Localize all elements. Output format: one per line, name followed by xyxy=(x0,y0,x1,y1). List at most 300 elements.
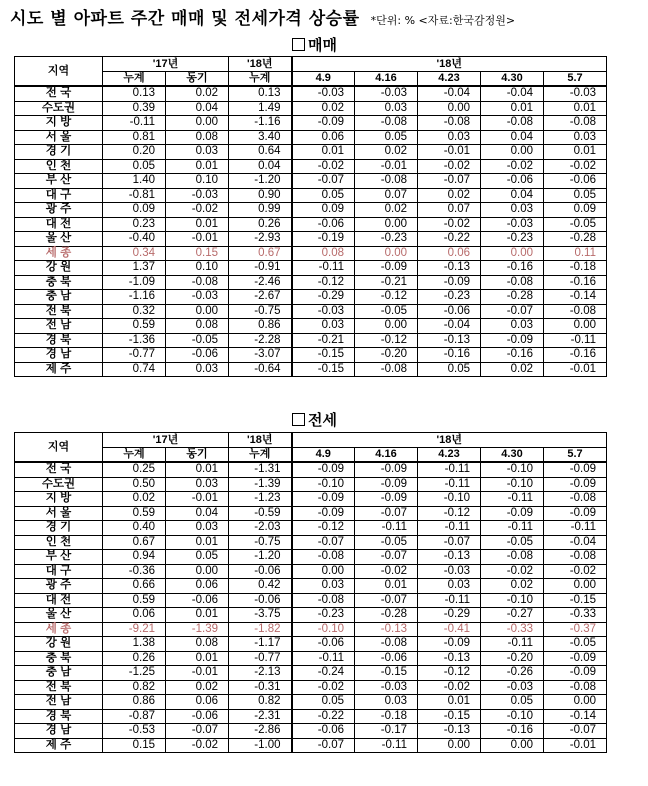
header-same-period: 동기 xyxy=(166,448,229,463)
header-week: 5.7 xyxy=(544,448,607,463)
value-cell: -0.09 xyxy=(544,506,607,521)
value-cell: -0.22 xyxy=(292,709,355,724)
region-cell: 광 주 xyxy=(15,579,103,594)
value-cell: -0.05 xyxy=(481,535,544,550)
value-cell: -0.08 xyxy=(544,304,607,319)
value-cell: 0.26 xyxy=(229,217,292,232)
value-cell: -0.12 xyxy=(292,275,355,290)
table-row xyxy=(15,290,607,305)
value-cell: -0.41 xyxy=(418,622,481,637)
region-cell: 강 원 xyxy=(15,261,103,276)
value-cell: -1.39 xyxy=(229,477,292,492)
header-cum-2018: 누계 xyxy=(229,72,292,87)
table-row xyxy=(15,319,607,334)
value-cell: -0.03 xyxy=(355,680,418,695)
value-cell: -0.08 xyxy=(544,550,607,565)
value-cell: -0.08 xyxy=(418,116,481,131)
value-cell: -0.26 xyxy=(481,666,544,681)
header-week: 4.30 xyxy=(481,72,544,87)
value-cell: 0.07 xyxy=(418,203,481,218)
title-text: 시도 별 아파트 주간 매매 및 전세가격 상승률 xyxy=(10,9,360,29)
value-cell: 0.09 xyxy=(544,203,607,218)
table-row xyxy=(15,145,607,160)
value-cell: 0.94 xyxy=(103,550,166,565)
value-cell: -0.05 xyxy=(544,217,607,232)
value-cell: -0.23 xyxy=(292,608,355,623)
table-row xyxy=(15,462,607,477)
region-cell: 전 남 xyxy=(15,319,103,334)
region-cell: 대 전 xyxy=(15,217,103,232)
value-cell: -2.31 xyxy=(229,709,292,724)
value-cell: 0.00 xyxy=(544,579,607,594)
table-row xyxy=(15,246,607,261)
value-cell: -0.08 xyxy=(355,362,418,377)
table-row xyxy=(15,86,607,101)
value-cell: 0.08 xyxy=(166,130,229,145)
value-cell: -0.11 xyxy=(292,261,355,276)
value-cell: -0.15 xyxy=(544,593,607,608)
region-cell: 전 남 xyxy=(15,695,103,710)
value-cell: 0.59 xyxy=(103,506,166,521)
value-cell: -0.08 xyxy=(355,116,418,131)
section-title-sale-label: 매매 xyxy=(308,36,337,54)
region-cell: 경 남 xyxy=(15,348,103,363)
value-cell: -2.86 xyxy=(229,724,292,739)
value-cell: 0.05 xyxy=(292,695,355,710)
value-cell: -0.09 xyxy=(481,333,544,348)
value-cell: -1.23 xyxy=(229,492,292,507)
value-cell: 0.50 xyxy=(103,477,166,492)
value-cell: -0.06 xyxy=(229,564,292,579)
value-cell: -2.93 xyxy=(229,232,292,247)
value-cell: -0.11 xyxy=(355,738,418,753)
region-cell: 충 남 xyxy=(15,290,103,305)
value-cell: 0.82 xyxy=(103,680,166,695)
value-cell: -0.09 xyxy=(292,492,355,507)
value-cell: 0.25 xyxy=(103,462,166,477)
header-week: 4.16 xyxy=(355,72,418,87)
value-cell: -0.07 xyxy=(166,724,229,739)
value-cell: -0.11 xyxy=(418,521,481,536)
value-cell: -0.09 xyxy=(355,477,418,492)
value-cell: -0.10 xyxy=(481,477,544,492)
value-cell: -0.13 xyxy=(418,261,481,276)
value-cell: -0.15 xyxy=(418,709,481,724)
value-cell: -0.09 xyxy=(292,462,355,477)
value-cell: -0.21 xyxy=(292,333,355,348)
value-cell: 0.90 xyxy=(229,188,292,203)
value-cell: -0.09 xyxy=(544,666,607,681)
value-cell: 0.15 xyxy=(103,738,166,753)
jeonse-table xyxy=(14,432,607,753)
region-cell: 충 남 xyxy=(15,666,103,681)
value-cell: 1.40 xyxy=(103,174,166,189)
value-cell: 0.08 xyxy=(166,637,229,652)
checkbox-square-icon xyxy=(292,38,305,51)
value-cell: -0.09 xyxy=(355,462,418,477)
table-row xyxy=(15,680,607,695)
value-cell: -0.14 xyxy=(544,290,607,305)
region-cell: 부 산 xyxy=(15,174,103,189)
value-cell: -0.18 xyxy=(544,261,607,276)
table-row xyxy=(15,608,607,623)
value-cell: -1.39 xyxy=(166,622,229,637)
value-cell: 0.40 xyxy=(103,521,166,536)
table-row xyxy=(15,593,607,608)
value-cell: 0.03 xyxy=(418,579,481,594)
value-cell: 0.32 xyxy=(103,304,166,319)
value-cell: 0.01 xyxy=(166,217,229,232)
value-cell: -1.17 xyxy=(229,637,292,652)
value-cell: -0.07 xyxy=(292,174,355,189)
sale-table xyxy=(14,56,607,377)
region-cell: 경 기 xyxy=(15,521,103,536)
region-cell: 대 구 xyxy=(15,564,103,579)
table-row xyxy=(15,724,607,739)
value-cell: -0.03 xyxy=(166,188,229,203)
value-cell: -0.06 xyxy=(166,348,229,363)
value-cell: -0.07 xyxy=(481,304,544,319)
value-cell: -0.33 xyxy=(544,608,607,623)
value-cell: 0.03 xyxy=(166,362,229,377)
value-cell: -0.13 xyxy=(418,724,481,739)
value-cell: -0.07 xyxy=(355,593,418,608)
value-cell: -0.21 xyxy=(355,275,418,290)
value-cell: 0.01 xyxy=(166,462,229,477)
region-cell: 수도권 xyxy=(15,101,103,116)
value-cell: -0.09 xyxy=(544,651,607,666)
value-cell: 0.15 xyxy=(166,246,229,261)
value-cell: 0.00 xyxy=(544,319,607,334)
value-cell: -0.04 xyxy=(418,86,481,101)
value-cell: 1.49 xyxy=(229,101,292,116)
value-cell: 0.00 xyxy=(481,738,544,753)
value-cell: 0.86 xyxy=(229,319,292,334)
region-cell: 전 국 xyxy=(15,86,103,101)
region-cell: 전 북 xyxy=(15,680,103,695)
value-cell: -0.31 xyxy=(229,680,292,695)
region-cell: 경 북 xyxy=(15,709,103,724)
value-cell: -0.11 xyxy=(418,462,481,477)
value-cell: -0.08 xyxy=(355,174,418,189)
value-cell: -0.09 xyxy=(355,261,418,276)
value-cell: -0.01 xyxy=(166,666,229,681)
value-cell: -0.06 xyxy=(292,724,355,739)
value-cell: -0.11 xyxy=(544,333,607,348)
value-cell: 0.05 xyxy=(481,695,544,710)
value-cell: 0.02 xyxy=(481,362,544,377)
value-cell: -0.03 xyxy=(481,217,544,232)
value-cell: -0.08 xyxy=(544,116,607,131)
table-row xyxy=(15,550,607,565)
value-cell: -0.07 xyxy=(544,724,607,739)
value-cell: -0.05 xyxy=(544,637,607,652)
value-cell: -0.06 xyxy=(481,174,544,189)
value-cell: 0.74 xyxy=(103,362,166,377)
value-cell: -0.10 xyxy=(481,593,544,608)
value-cell: -0.75 xyxy=(229,304,292,319)
value-cell: -0.81 xyxy=(103,188,166,203)
value-cell: -1.36 xyxy=(103,333,166,348)
header-cum-2017: 누계 xyxy=(103,448,166,463)
value-cell: 0.13 xyxy=(103,86,166,101)
region-cell: 세 종 xyxy=(15,622,103,637)
value-cell: -1.00 xyxy=(229,738,292,753)
value-cell: -0.11 xyxy=(481,637,544,652)
header-week: 4.30 xyxy=(481,448,544,463)
table-row xyxy=(15,651,607,666)
value-cell: -0.17 xyxy=(355,724,418,739)
value-cell: 0.05 xyxy=(418,362,481,377)
header-same-period: 동기 xyxy=(166,72,229,87)
table-row xyxy=(15,304,607,319)
value-cell: 0.03 xyxy=(481,203,544,218)
table-row xyxy=(15,130,607,145)
value-cell: 0.09 xyxy=(292,203,355,218)
value-cell: -0.04 xyxy=(481,86,544,101)
value-cell: -0.06 xyxy=(544,174,607,189)
value-cell: -0.13 xyxy=(418,550,481,565)
value-cell: 0.01 xyxy=(481,101,544,116)
table-row xyxy=(15,695,607,710)
value-cell: -0.23 xyxy=(355,232,418,247)
region-cell: 대 구 xyxy=(15,188,103,203)
value-cell: -0.12 xyxy=(418,666,481,681)
region-cell: 인 천 xyxy=(15,159,103,174)
value-cell: -0.11 xyxy=(355,521,418,536)
value-cell: -0.07 xyxy=(292,738,355,753)
value-cell: 0.34 xyxy=(103,246,166,261)
value-cell: -0.16 xyxy=(544,275,607,290)
value-cell: 0.04 xyxy=(481,188,544,203)
value-cell: -0.02 xyxy=(355,564,418,579)
value-cell: -0.03 xyxy=(292,304,355,319)
value-cell: -0.03 xyxy=(355,86,418,101)
value-cell: -0.16 xyxy=(418,348,481,363)
value-cell: 3.40 xyxy=(229,130,292,145)
value-cell: -0.09 xyxy=(418,275,481,290)
value-cell: 0.01 xyxy=(166,651,229,666)
value-cell: -0.08 xyxy=(166,275,229,290)
table-row xyxy=(15,116,607,131)
value-cell: 0.04 xyxy=(481,130,544,145)
region-cell: 충 북 xyxy=(15,275,103,290)
value-cell: -0.02 xyxy=(418,680,481,695)
value-cell: 0.00 xyxy=(292,564,355,579)
value-cell: -0.16 xyxy=(481,348,544,363)
value-cell: -0.10 xyxy=(481,462,544,477)
value-cell: -0.77 xyxy=(103,348,166,363)
value-cell: -0.11 xyxy=(418,593,481,608)
table-row xyxy=(15,666,607,681)
value-cell: -0.04 xyxy=(544,535,607,550)
value-cell: 0.86 xyxy=(103,695,166,710)
value-cell: 0.03 xyxy=(166,145,229,160)
header-year-2017: '17년 xyxy=(103,433,229,448)
value-cell: -0.09 xyxy=(481,506,544,521)
value-cell: -0.02 xyxy=(544,159,607,174)
value-cell: 1.37 xyxy=(103,261,166,276)
value-cell: 0.64 xyxy=(229,145,292,160)
value-cell: -0.10 xyxy=(481,709,544,724)
value-cell: -0.01 xyxy=(418,145,481,160)
header-region: 지역 xyxy=(15,433,103,463)
value-cell: -0.02 xyxy=(544,564,607,579)
region-cell: 제 주 xyxy=(15,362,103,377)
value-cell: -0.15 xyxy=(355,666,418,681)
value-cell: -0.01 xyxy=(166,232,229,247)
value-cell: 0.20 xyxy=(103,145,166,160)
value-cell: 0.01 xyxy=(418,695,481,710)
table-row xyxy=(15,261,607,276)
value-cell: -0.06 xyxy=(166,709,229,724)
region-cell: 전 국 xyxy=(15,462,103,477)
value-cell: 0.59 xyxy=(103,593,166,608)
value-cell: -0.29 xyxy=(292,290,355,305)
value-cell: 0.42 xyxy=(229,579,292,594)
value-cell: 0.02 xyxy=(292,101,355,116)
value-cell: -0.07 xyxy=(355,506,418,521)
value-cell: -0.20 xyxy=(355,348,418,363)
table-row xyxy=(15,348,607,363)
value-cell: 0.00 xyxy=(166,116,229,131)
value-cell: -0.13 xyxy=(418,333,481,348)
value-cell: -0.12 xyxy=(292,521,355,536)
section-title-jeonse xyxy=(292,409,337,430)
value-cell: -0.27 xyxy=(481,608,544,623)
value-cell: 0.10 xyxy=(166,261,229,276)
region-cell: 충 북 xyxy=(15,651,103,666)
region-cell: 지 방 xyxy=(15,116,103,131)
value-cell: -0.04 xyxy=(418,319,481,334)
value-cell: -0.08 xyxy=(481,116,544,131)
region-cell: 부 산 xyxy=(15,550,103,565)
region-cell: 울 산 xyxy=(15,608,103,623)
value-cell: -0.19 xyxy=(292,232,355,247)
region-cell: 전 북 xyxy=(15,304,103,319)
value-cell: -2.67 xyxy=(229,290,292,305)
value-cell: -0.14 xyxy=(544,709,607,724)
value-cell: -0.06 xyxy=(229,593,292,608)
page-title xyxy=(10,4,515,29)
value-cell: 0.66 xyxy=(103,579,166,594)
value-cell: 0.00 xyxy=(418,101,481,116)
value-cell: 1.38 xyxy=(103,637,166,652)
value-cell: -1.09 xyxy=(103,275,166,290)
header-cum-2018: 누계 xyxy=(229,448,292,463)
value-cell: 0.03 xyxy=(481,319,544,334)
value-cell: 0.03 xyxy=(418,130,481,145)
value-cell: -0.10 xyxy=(418,492,481,507)
value-cell: -0.16 xyxy=(544,348,607,363)
value-cell: -0.11 xyxy=(544,521,607,536)
value-cell: 0.00 xyxy=(355,217,418,232)
value-cell: 0.04 xyxy=(166,101,229,116)
region-cell: 인 천 xyxy=(15,535,103,550)
value-cell: 0.26 xyxy=(103,651,166,666)
value-cell: 0.05 xyxy=(103,159,166,174)
region-cell: 서 울 xyxy=(15,130,103,145)
table-row xyxy=(15,174,607,189)
value-cell: 0.07 xyxy=(355,188,418,203)
value-cell: -0.59 xyxy=(229,506,292,521)
value-cell: -0.01 xyxy=(355,159,418,174)
value-cell: 0.01 xyxy=(166,608,229,623)
value-cell: -0.03 xyxy=(481,680,544,695)
value-cell: -0.02 xyxy=(418,159,481,174)
value-cell: -0.11 xyxy=(292,651,355,666)
region-cell: 세 종 xyxy=(15,246,103,261)
value-cell: 0.03 xyxy=(166,477,229,492)
value-cell: -0.09 xyxy=(292,116,355,131)
value-cell: -0.06 xyxy=(292,217,355,232)
table-row xyxy=(15,188,607,203)
value-cell: 0.04 xyxy=(229,159,292,174)
value-cell: -0.64 xyxy=(229,362,292,377)
value-cell: -0.11 xyxy=(481,521,544,536)
header-week: 4.9 xyxy=(292,448,355,463)
value-cell: 0.10 xyxy=(166,174,229,189)
value-cell: -1.16 xyxy=(103,290,166,305)
value-cell: -0.06 xyxy=(166,593,229,608)
value-cell: -0.02 xyxy=(418,217,481,232)
region-cell: 대 전 xyxy=(15,593,103,608)
value-cell: -0.07 xyxy=(418,535,481,550)
value-cell: 0.06 xyxy=(166,579,229,594)
value-cell: 0.00 xyxy=(418,738,481,753)
value-cell: 0.03 xyxy=(355,101,418,116)
value-cell: 0.05 xyxy=(544,188,607,203)
header-week: 4.9 xyxy=(292,72,355,87)
section-title-sale xyxy=(292,34,337,55)
value-cell: -0.08 xyxy=(481,275,544,290)
table-row xyxy=(15,217,607,232)
table-row xyxy=(15,535,607,550)
value-cell: 0.39 xyxy=(103,101,166,116)
value-cell: -0.24 xyxy=(292,666,355,681)
value-cell: 0.06 xyxy=(292,130,355,145)
header-week: 5.7 xyxy=(544,72,607,87)
table-row xyxy=(15,275,607,290)
value-cell: -0.08 xyxy=(292,593,355,608)
value-cell: -0.12 xyxy=(355,290,418,305)
value-cell: -0.16 xyxy=(481,724,544,739)
value-cell: -0.09 xyxy=(418,637,481,652)
table-row xyxy=(15,333,607,348)
value-cell: -0.11 xyxy=(418,477,481,492)
value-cell: 0.01 xyxy=(544,145,607,160)
table-row xyxy=(15,362,607,377)
value-cell: -0.10 xyxy=(292,622,355,637)
value-cell: -0.40 xyxy=(103,232,166,247)
region-cell: 광 주 xyxy=(15,203,103,218)
value-cell: -0.08 xyxy=(481,550,544,565)
value-cell: -0.11 xyxy=(481,492,544,507)
value-cell: 0.59 xyxy=(103,319,166,334)
section-title-jeonse-label: 전세 xyxy=(308,411,337,429)
value-cell: 0.03 xyxy=(292,319,355,334)
header-cum-2017: 누계 xyxy=(103,72,166,87)
value-cell: -0.02 xyxy=(166,738,229,753)
region-cell: 강 원 xyxy=(15,637,103,652)
value-cell: 0.03 xyxy=(544,130,607,145)
value-cell: 0.82 xyxy=(229,695,292,710)
value-cell: 0.05 xyxy=(292,188,355,203)
region-cell: 지 방 xyxy=(15,492,103,507)
value-cell: -1.82 xyxy=(229,622,292,637)
value-cell: -0.08 xyxy=(544,492,607,507)
value-cell: 0.00 xyxy=(355,319,418,334)
